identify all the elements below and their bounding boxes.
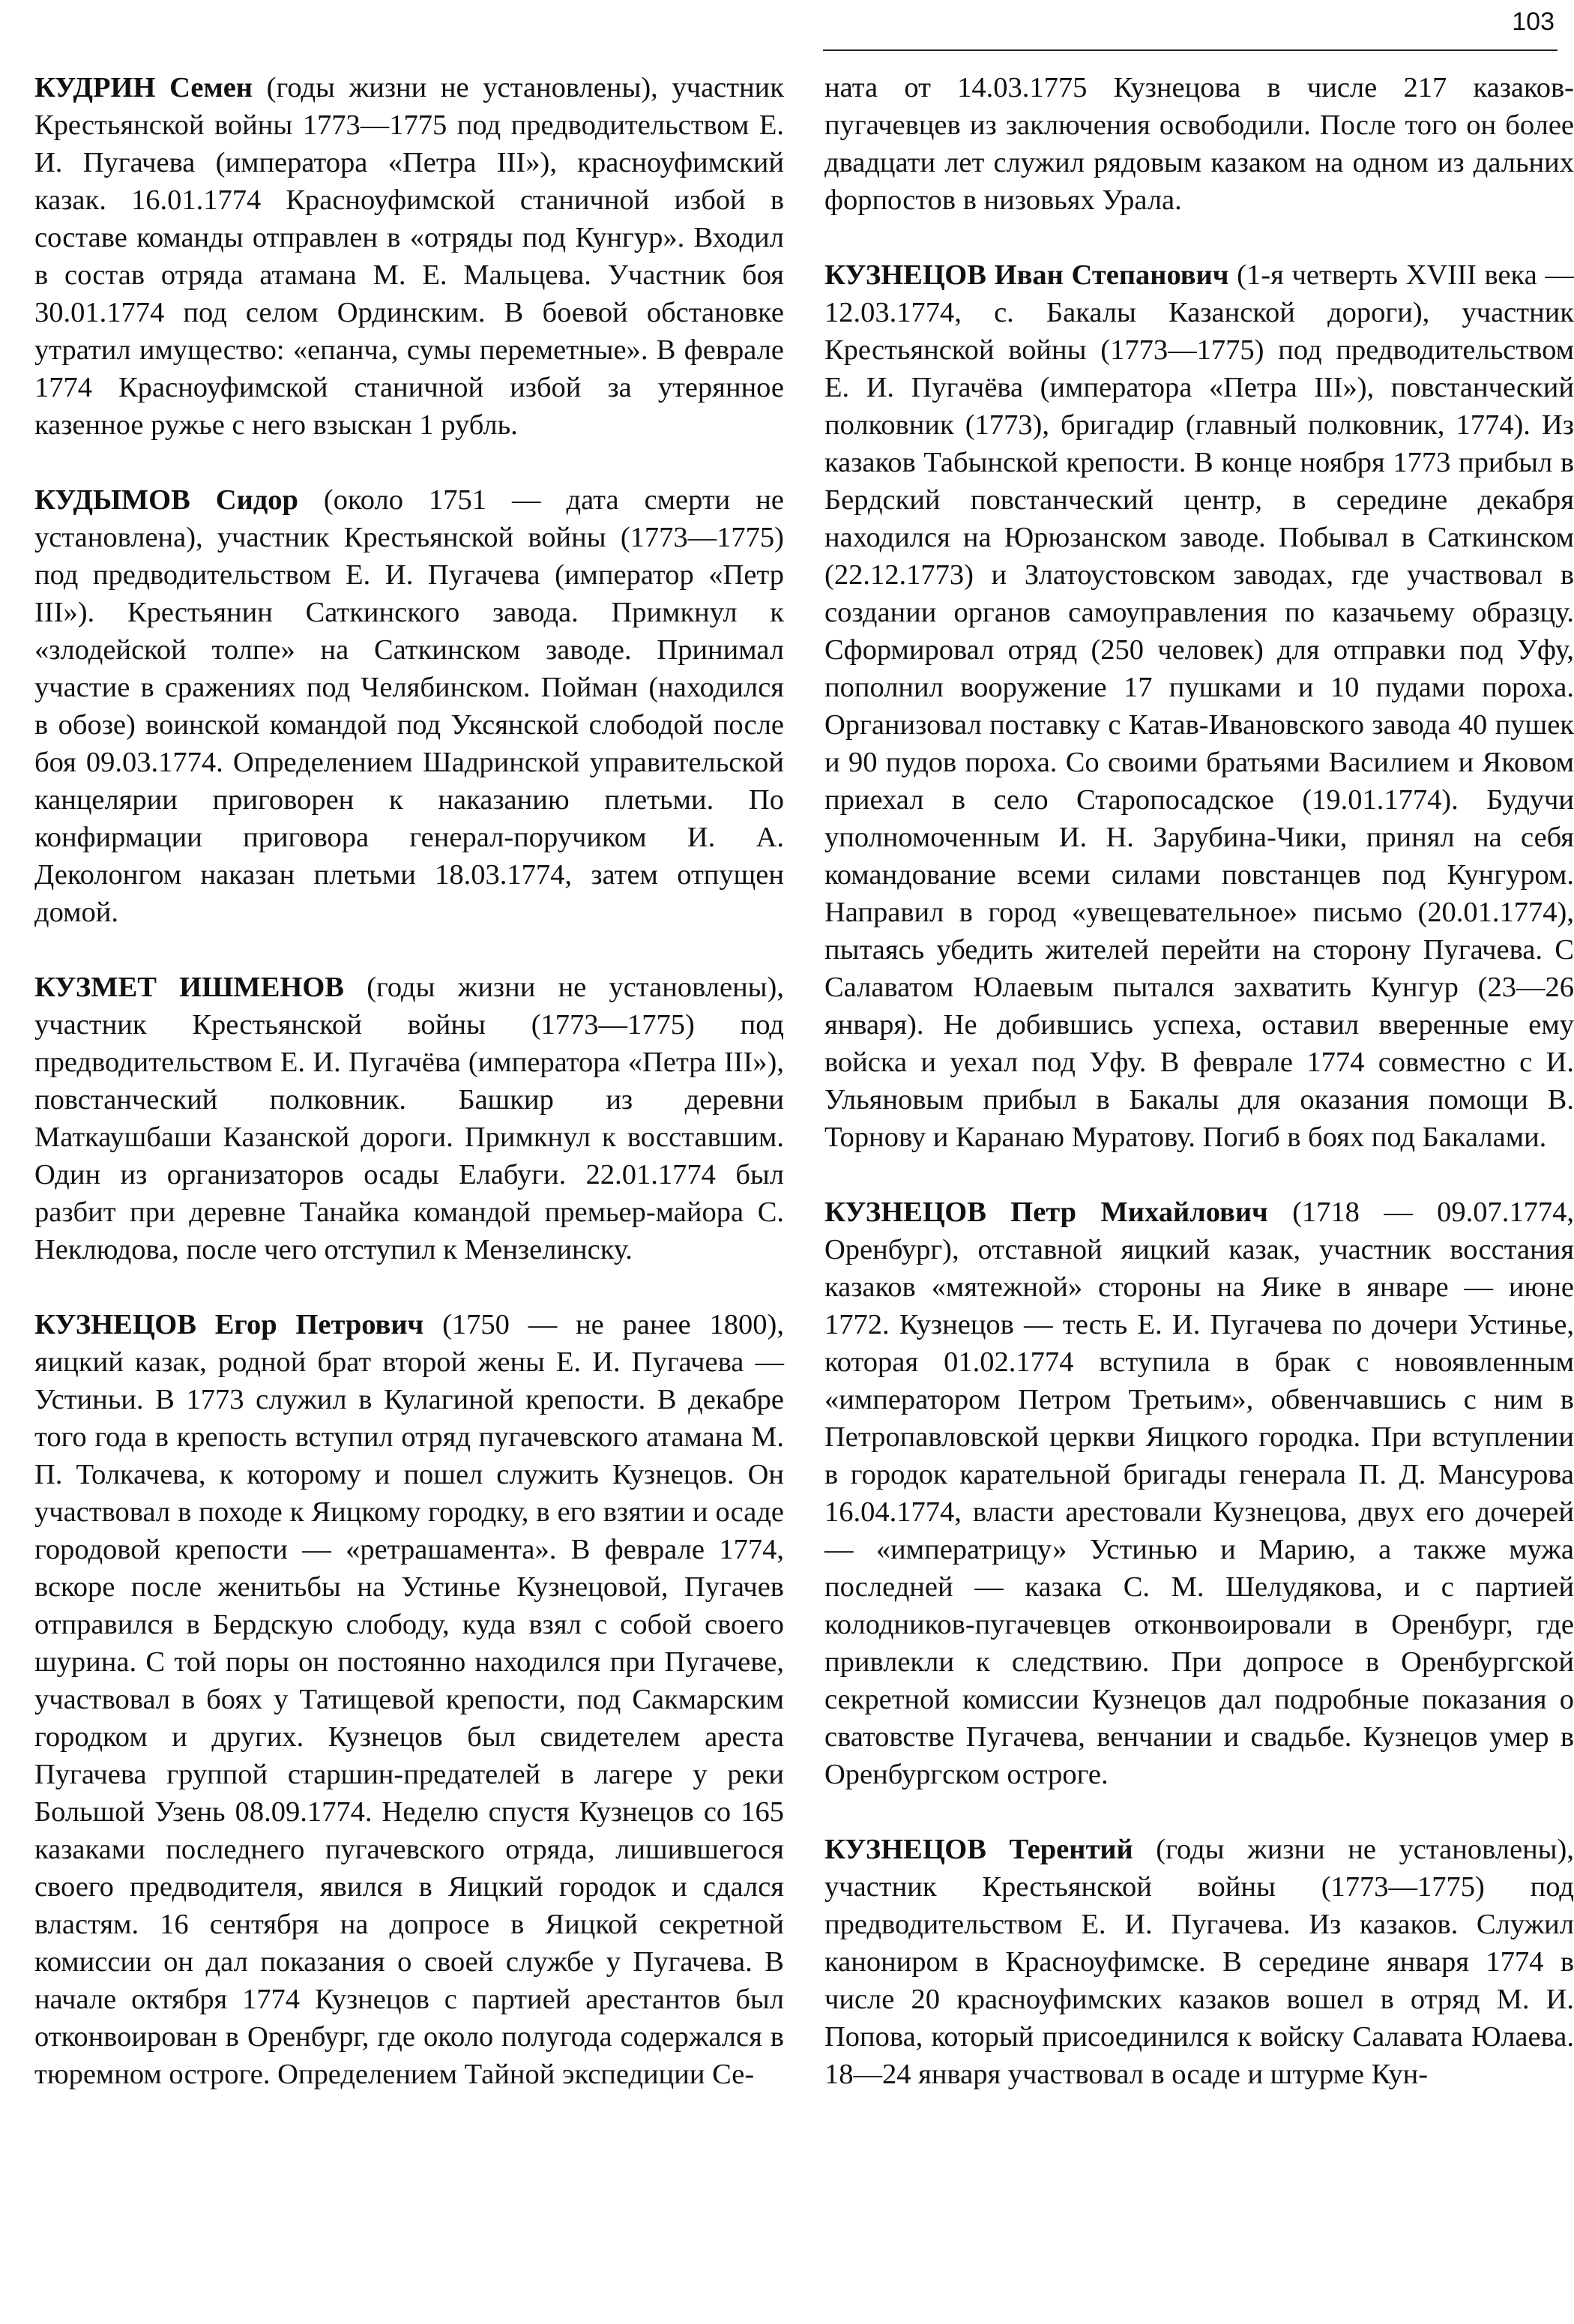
entry-kuzmet-ishmenov — [34, 969, 784, 1268]
entry-headword: КУДЫМОВ Сидор — [34, 484, 298, 516]
entry-kuznetsov-petr — [824, 1193, 1574, 1793]
header-rule — [823, 49, 1558, 51]
entry-headword: КУЗНЕЦОВ Иван Степанович — [824, 259, 1229, 291]
entry-text: (годы жизни не установлены), участник Крестьянской войны 1773—1775 под предводительством Е. И. Пугачева (императора «Петра III»), красноуфимский казак. 16.01.1774 Красноуфимской станичной избой в составе команды отправлен в «отряды под Кунгур». Входил в состав отряда атамана М. Е. Мальцева. Участник боя 30.01.1774 под селом Ординским. В боевой обстановке утратил имущество: «епанча, сумы переметные». В феврале 1774 Красноуфимской станичной избой за утерянное казенное ружье с него взыскан 1 рубль. — [34, 72, 784, 441]
entry-kudrin — [34, 69, 784, 444]
entry-kuznetsov-egor — [34, 1306, 784, 2093]
entry-continuation — [824, 69, 1574, 219]
entry-text: (1750 — не ранее 1800), яицкий казак, родной брат второй жены Е. И. Пугачева — Устиньи. В 1773 служил в Кулагиной крепости. В декабре того года в крепость вступил отряд пугачевского атамана М. П. Толкачева, к которому и пошел служить Кузнецов. Он участвовал в походе к Яицкому городку, в его взятии и осаде городовой крепости — «ретрашамента». В феврале 1774, вскоре после женитьбы на Устинье Кузнецовой, Пугачев отправился в Бердскую слободу, куда взял с собой своего шурина. С той поры он постоянно находился при Пугачеве, участвовал в боях у Татищевой крепости, под Сакмарским городком и других. Кузнецов был свидетелем ареста Пугачева группой старшин-предателей в лагере у реки Большой Узень 08.09.1774. Неделю спустя Кузнецов со 165 казаками последнего пугачевского отряда, лишившегося своего предводителя, явился в Яицкий городок и сдался властям. 16 сентября на допросе в Яицкой секретной комиссии он дал показания о своей службе у Пугачева. В начале октября 1774 Кузнецов с партией арестантов был отконвоирован в Оренбург, где около полугода содержался в тюремном остроге. Определением Тайной экспедиции Се- — [34, 1309, 785, 2090]
entry-text: (годы жизни не установлены), участник Крестьянской войны (1773—1775) под предводительством Е. И. Пугачева. Из казаков. Служил канониром в Красноуфимске. В середине января 1774 в числе 20 красноуфимских казаков вошел в отряд М. И. Попова, который присоединился к войску Салавата Юлаева. 18—24 января участвовал в осаде и штурме Кун- — [824, 1834, 1574, 2090]
entry-text: (годы жизни не установлены), участник Крестьянской войны (1773—1775) под предводительством Е. И. Пугачёва (императора «Петра III»), повстанческий полковник. Башкир из деревни Маткаушбаши Казанской дороги. Примкнул к восставшим. Один из организаторов осады Елабуги. 22.01.1774 был разбит при деревне Танайка командой премьер-майора С. Неклюдова, после чего отступил к Мензелинску. — [34, 972, 784, 1265]
entry-headword: КУЗМЕТ ИШМЕНОВ — [34, 972, 344, 1003]
entry-text: (1-я четверть XVIII века — 12.03.1774, с. Бакалы Казанской дороги), участник Крестьянской войны (1773—1775) под предводительством Е. И. Пугачёва (императора «Петра III»), повстанческий полковник (1773), бригадир (главный полковник, 1774). Из казаков Табынской крепости. В конце ноября 1773 прибыл в Бердский повстанческий центр, в середине декабря находился на Юрюзанском заводе. Побывал в Саткинском (22.12.1773) и Златоустовском заводах, где участвовал в создании органов самоуправления по казачьему образцу. Сформировал отряд (250 человек) для отправки под Уфу, пополнил вооружение 17 пушками и 10 пудами пороха. Организовал поставку с Катав-Ивановского завода 40 пушек и 90 пудов пороха. Со своими братьями Василием и Яковом приехал в село Старопосадское (19.01.1774). Будучи уполномоченным И. Н. Зарубина-Чики, принял на себя командование всеми силами повстанцев под Кунгуром. Направил в город «увещевательное» письмо (20.01.1774), пытаясь убедить жителей перейти на сторону Пугачева. С Салаватом Юлаевым пытался захватить Кунгур (23—26 января). Не добившись успеха, оставил вверенные ему войска и уехал под Уфу. В феврале 1774 совместно с И. Ульяновым прибыл в Бакалы для оказания помощи В. Торнову и Каранаю Муратову. Погиб в боях под Бакалами. — [824, 259, 1574, 1153]
entry-text: ната от 14.03.1775 Кузнецова в числе 217 казаков-пугачевцев из заключения освободили. После того он более двадцати лет служил рядовым казаком на одном из дальних форпостов в низовьях Урала. — [824, 72, 1574, 216]
entry-kuznetsov-ivan — [824, 256, 1574, 1156]
entry-headword: КУЗНЕЦОВ Петр Михайлович — [824, 1196, 1268, 1228]
right-column — [824, 69, 1574, 2131]
entry-text: (около 1751 — дата смерти не установлена), участник Крестьянской войны (1773—1775) под предводительством Е. И. Пугачева (император «Петр III»). Крестьянин Саткинского завода. Примкнул к «злодейской толпе» на Саткинском заводе. Принимал участие в сражениях под Челябинском. Пойман (находился в обозе) воинской командой под Уксянской слободой после боя 09.03.1774. Определением Шадринской управительской канцелярии приговорен к наказанию плетьми. По конфирмации приговора генерал-поручиком И. А. Деколонгом наказан плетьми 18.03.1774, затем отпущен домой. — [34, 484, 784, 928]
entry-headword: КУЗНЕЦОВ Егор Петрович — [34, 1309, 424, 1340]
entry-headword: КУДРИН Семен — [34, 72, 253, 103]
entry-text: (1718 — 09.07.1774, Оренбург), отставной яицкий казак, участник восстания казаков «мятежной» стороны на Яике в январе — июне 1772. Кузнецов — тесть Е. И. Пугачева по дочери Устинье, которая 01.02.1774 вступила в брак с новоявленным «императором Петром Третьим», обвенчавшись с ним в Петропавловской церкви Яицкого городка. При вступлении в городок карательной бригады генерала П. Д. Мансурова 16.04.1774, власти арестовали Кузнецова, двух его дочерей — «императрицу» Устинью и Марию, а также мужа последней — казака С. М. Шелудякова, и с партией колодников-пугачевцев отконвоировали в Оренбург, где привлекли к следствию. При допросе в Оренбургской секретной комиссии Кузнецов дал подробные показания о сватовстве Пугачева, венчании и свадьбе. Кузнецов умер в Оренбургском остроге. — [824, 1196, 1574, 1790]
left-column — [34, 69, 784, 2131]
page-number: 103 — [1512, 7, 1555, 36]
entry-kuznetsov-terentiy — [824, 1831, 1574, 2093]
entry-kudymov — [34, 481, 784, 931]
entry-headword: КУЗНЕЦОВ Терентий — [824, 1834, 1133, 1865]
